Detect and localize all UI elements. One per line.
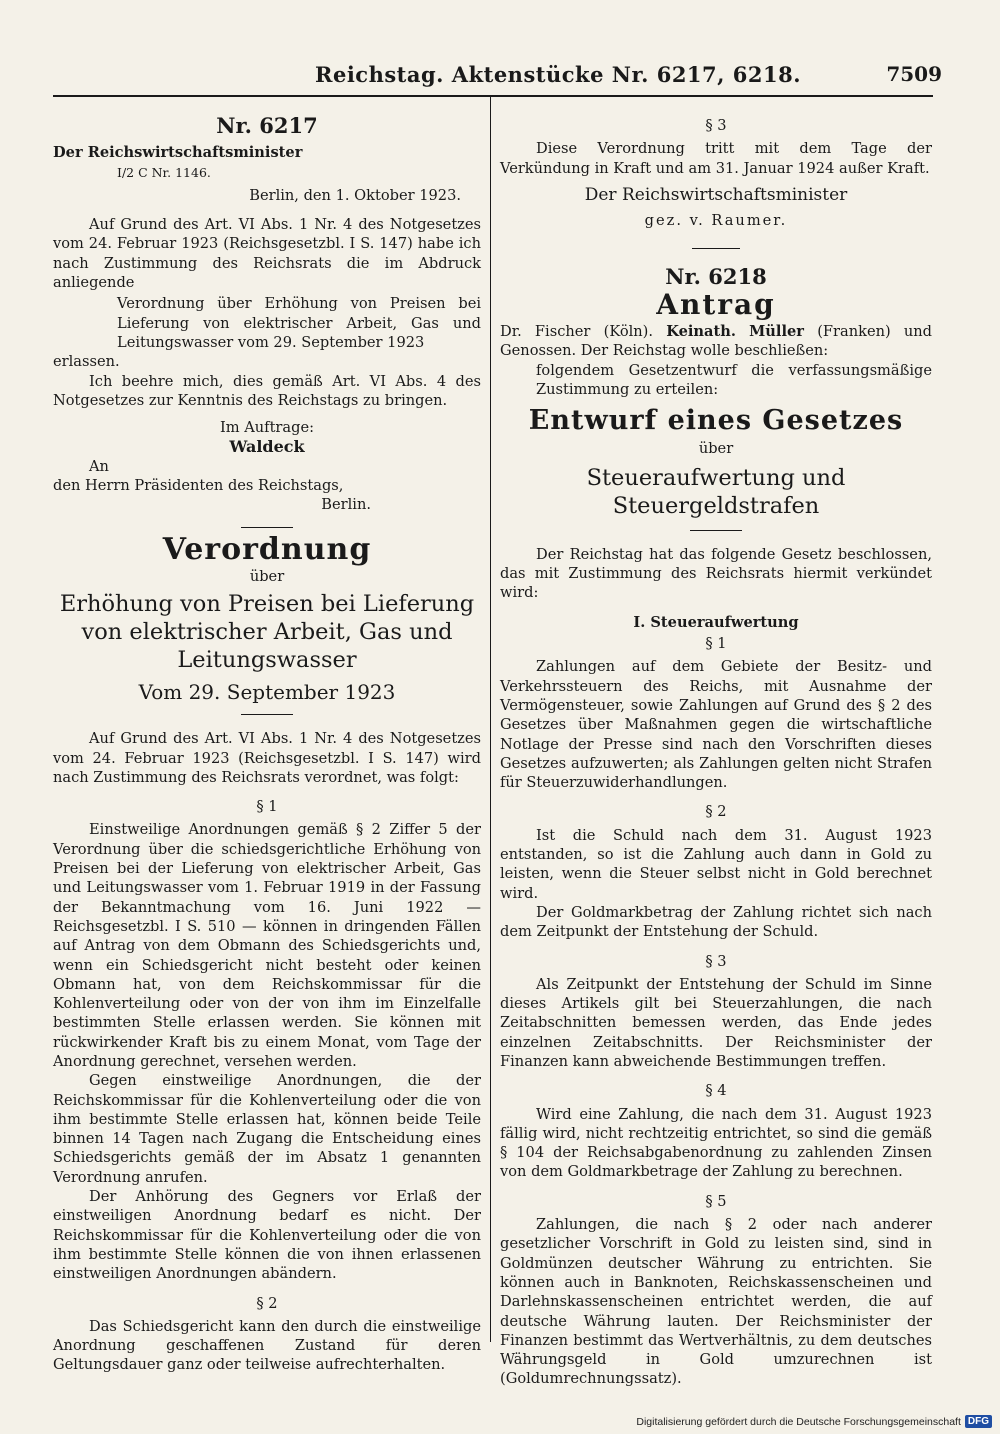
law-title: Entwurf eines Gesetzes bbox=[528, 405, 904, 437]
paragraph: Einstweilige Anordnungen gemäß § 2 Ziffer 5 der Verordnung über die schiedsgerichtliche Erhöhung von Preisen bei der Lieferung von elektrischer Arbeit, Gas und Leitungswasser vom 1. Februar 1919 in der Fassung der Bekanntmachung vom 16. Juni 1922 — Reichsgesetzbl. I S. 510 — können in dringenden Fällen auf Antrag von dem Obmann des Schiedsgerichts und, wenn ein Schiedsgericht nicht besteht oder keinen Obmann hat, von dem Reichskommissar für die Kohlenverteilung oder von der von ihm im Einzelfalle bestimmten Stelle erlassen werden. Sie können mit rückwirkender Kraft bis zu einem Monat, vom Tage der Anordnung gerechnet, versehen werden. bbox=[53, 821, 481, 1070]
law-subtitle: Steueraufwertung und Steuergeldstrafen bbox=[586, 464, 846, 519]
left-column bbox=[53, 100, 481, 1375]
mover-name: Keinath. bbox=[666, 323, 736, 341]
footer bbox=[636, 1415, 992, 1428]
paragraph: Der Anhörung des Gegners vor Erlaß der einstweiligen Anordnung bedarf es nicht. Der Reichskommissar für die Kohlenverteilung oder die von ihm bestimmte Stelle können die von ihnen erlassenen einstweiligen Anordnungen abändern. bbox=[53, 1188, 481, 1283]
on-behalf-label: Im Auftrage: bbox=[219, 419, 315, 437]
ordinance-date: Vom 29. September 1923 bbox=[138, 680, 396, 705]
paragraph: Ist die Schuld nach dem 31. August 1923 entstanden, so ist die Zahlung auch dann in Gold zu leisten, wenn die Steuer selbst nicht in Gold berechnet wird. bbox=[500, 826, 932, 902]
paragraph: Auf Grund des Art. VI Abs. 1 Nr. 4 des Notgesetzes vom 24. Februar 1923 (Reichsgesetzbl. I S. 147) habe ich nach Zustimmung des Reichsrats die im Abdruck anliegende bbox=[53, 216, 481, 292]
column-divider bbox=[490, 97, 491, 1342]
paragraph: erlassen. bbox=[53, 353, 120, 371]
paragraph: Das Schiedsgericht kann den durch die einstweilige Anordnung geschaffenen Zustand für deren Geltungsdauer ganz oder teilweise aufrechterhalten. bbox=[53, 1317, 481, 1374]
paragraph: Auf Grund des Art. VI Abs. 1 Nr. 4 des Notgesetzes vom 24. Februar 1923 (Reichsgesetzbl. I S. 147) wird nach Zustimmung des Reichsrats verordnet, was folgt: bbox=[53, 730, 481, 786]
footer-credit: Digitalisierung gefördert durch die Deutsche Forschungsgemeinschaft bbox=[636, 1415, 961, 1428]
section-heading: § 1 bbox=[705, 635, 727, 653]
ordinance-title-quote: Verordnung über Erhöhung von Preisen bei Lieferung von elektrischer Arbeit, Gas und Leitungswasser vom 29. September 1923 bbox=[117, 295, 481, 351]
paragraph: Der Reichstag hat das folgende Gesetz beschlossen, das mit Zustimmung des Reichsrats hiermit verkündet wird: bbox=[500, 545, 932, 602]
document-number: Nr. 6217 bbox=[216, 113, 318, 138]
mover-place: (Köln). bbox=[603, 323, 654, 341]
paragraph: Wird eine Zahlung, die nach dem 31. August 1923 fällig wird, nicht rechtzeitig entrichtet, so sind die gemäß § 104 der Reichsabgabenordnung zu zahlenden Zinsen von dem Goldmarkbetrage der Zahlung zu berechnen. bbox=[500, 1105, 932, 1181]
sender: Der Reichswirtschaftsminister bbox=[53, 144, 303, 162]
mover-name: Müller bbox=[749, 323, 804, 341]
ordinance-subtitle: Erhöhung von Preisen bei Lieferung von elektrischer Arbeit, Gas und Leitungswasser bbox=[59, 591, 475, 674]
minister-title: Der Reichswirtschaftsminister bbox=[584, 184, 848, 205]
mover-name: Dr. Fischer bbox=[500, 323, 591, 341]
section-rule bbox=[690, 530, 742, 531]
addressee: den Herrn Präsidenten des Reichstags, bbox=[53, 477, 344, 495]
dfg-logo-icon: DFG bbox=[965, 1415, 992, 1428]
address-an: An bbox=[89, 457, 109, 475]
minister-signature: gez. v. Raumer. bbox=[644, 212, 788, 230]
address-city: Berlin. bbox=[321, 496, 371, 514]
motion-text: folgendem Gesetzentwurf die verfassungsmäßige Zustimmung zu erteilen: bbox=[536, 361, 932, 398]
ordinance-title: Verordnung bbox=[162, 531, 372, 567]
section-heading: § 3 bbox=[705, 117, 727, 134]
right-column bbox=[500, 100, 932, 1389]
motion-title: Antrag bbox=[656, 287, 776, 321]
section-rule bbox=[692, 248, 740, 249]
header-rule bbox=[53, 95, 933, 97]
about-label: über bbox=[249, 567, 285, 585]
reference: I/2 C Nr. 1146. bbox=[117, 164, 211, 180]
running-head: Reichstag. Aktenstücke Nr. 6217, 6218. bbox=[315, 62, 802, 87]
movers bbox=[500, 322, 932, 361]
section-rule bbox=[241, 714, 293, 715]
section-heading: § 3 bbox=[705, 952, 727, 970]
dateline: Berlin, den 1. Oktober 1923. bbox=[249, 186, 461, 204]
paragraph: Als Zeitpunkt der Entstehung der Schuld im Sinne dieses Artikels gilt bei Steuerzahlungen, die nach Zeitabschnitten bemessen werden, das Ende jedes einzelnen Zeitabschnitts. Der Reichsminister der Finanzen kann abweichende Bestimmungen treffen. bbox=[500, 975, 932, 1070]
signature: Waldeck bbox=[229, 437, 305, 457]
page-number: 7509 bbox=[886, 62, 942, 86]
paragraph: Diese Verordnung tritt mit dem Tage der Verkündung in Kraft und am 31. Januar 1924 außer Kraft. bbox=[500, 140, 932, 177]
about-label: über bbox=[698, 439, 734, 457]
section-heading: § 2 bbox=[705, 803, 727, 821]
paragraph: Zahlungen, die nach § 2 oder nach anderer gesetzlicher Vorschrift in Gold zu leisten sind, sind in Goldmünzen deutscher Währung zu entrichten. Sie können auch in Banknoten, Reichskassenscheinen und Darlehnskassenscheinen entrichtet werden, die auf deutsche Währung lauten. Der Reichsminister der Finanzen bestimmt das Wertverhältnis, zu dem deutsches Währungsgeld in Gold umzurechnen ist (Goldumrechnungssatz). bbox=[500, 1216, 932, 1388]
section-heading: § 2 bbox=[256, 1294, 278, 1312]
section-rule bbox=[241, 527, 293, 528]
section-heading: § 1 bbox=[256, 798, 278, 816]
paragraph: Zahlungen auf dem Gebiete der Besitz- und Verkehrssteuern des Reichs, mit Ausnahme der Vermögensteuer, sowie Zahlungen auf Grund des § 2 des Gesetzes über Maßnahmen gegen die wirtschaftliche Notlage der Presse sind nach den Vorschriften dieses Gesetzes aufzuwerten; als Zahlungen gelten nicht Strafen für Steuerzuwiderhandlungen. bbox=[500, 658, 932, 792]
section-heading: § 4 bbox=[705, 1082, 727, 1100]
document-number: Nr. 6218 bbox=[665, 264, 767, 290]
part-heading: I. Steueraufwertung bbox=[633, 613, 799, 631]
section-heading: § 5 bbox=[705, 1192, 727, 1210]
mover-text: (Franken) und Genossen. Der Reichstag wolle beschließen: bbox=[500, 323, 933, 360]
paragraph: Der Goldmarkbetrag der Zahlung richtet sich nach dem Zeitpunkt der Entstehung der Schuld. bbox=[500, 903, 932, 941]
paragraph: Ich beehre mich, dies gemäß Art. VI Abs. 4 des Notgesetzes zur Kenntnis des Reichstags zu bringen. bbox=[53, 372, 481, 409]
paragraph: Gegen einstweilige Anordnungen, die der Reichskommissar für die Kohlenverteilung oder die von ihm bestimmte Stelle erlassen hat, können beide Teile binnen 14 Tagen nach Zugang die Entscheidung eines Schiedsgerichts gemäß der im Absatz 1 genannten Verordnung anrufen. bbox=[53, 1072, 481, 1186]
